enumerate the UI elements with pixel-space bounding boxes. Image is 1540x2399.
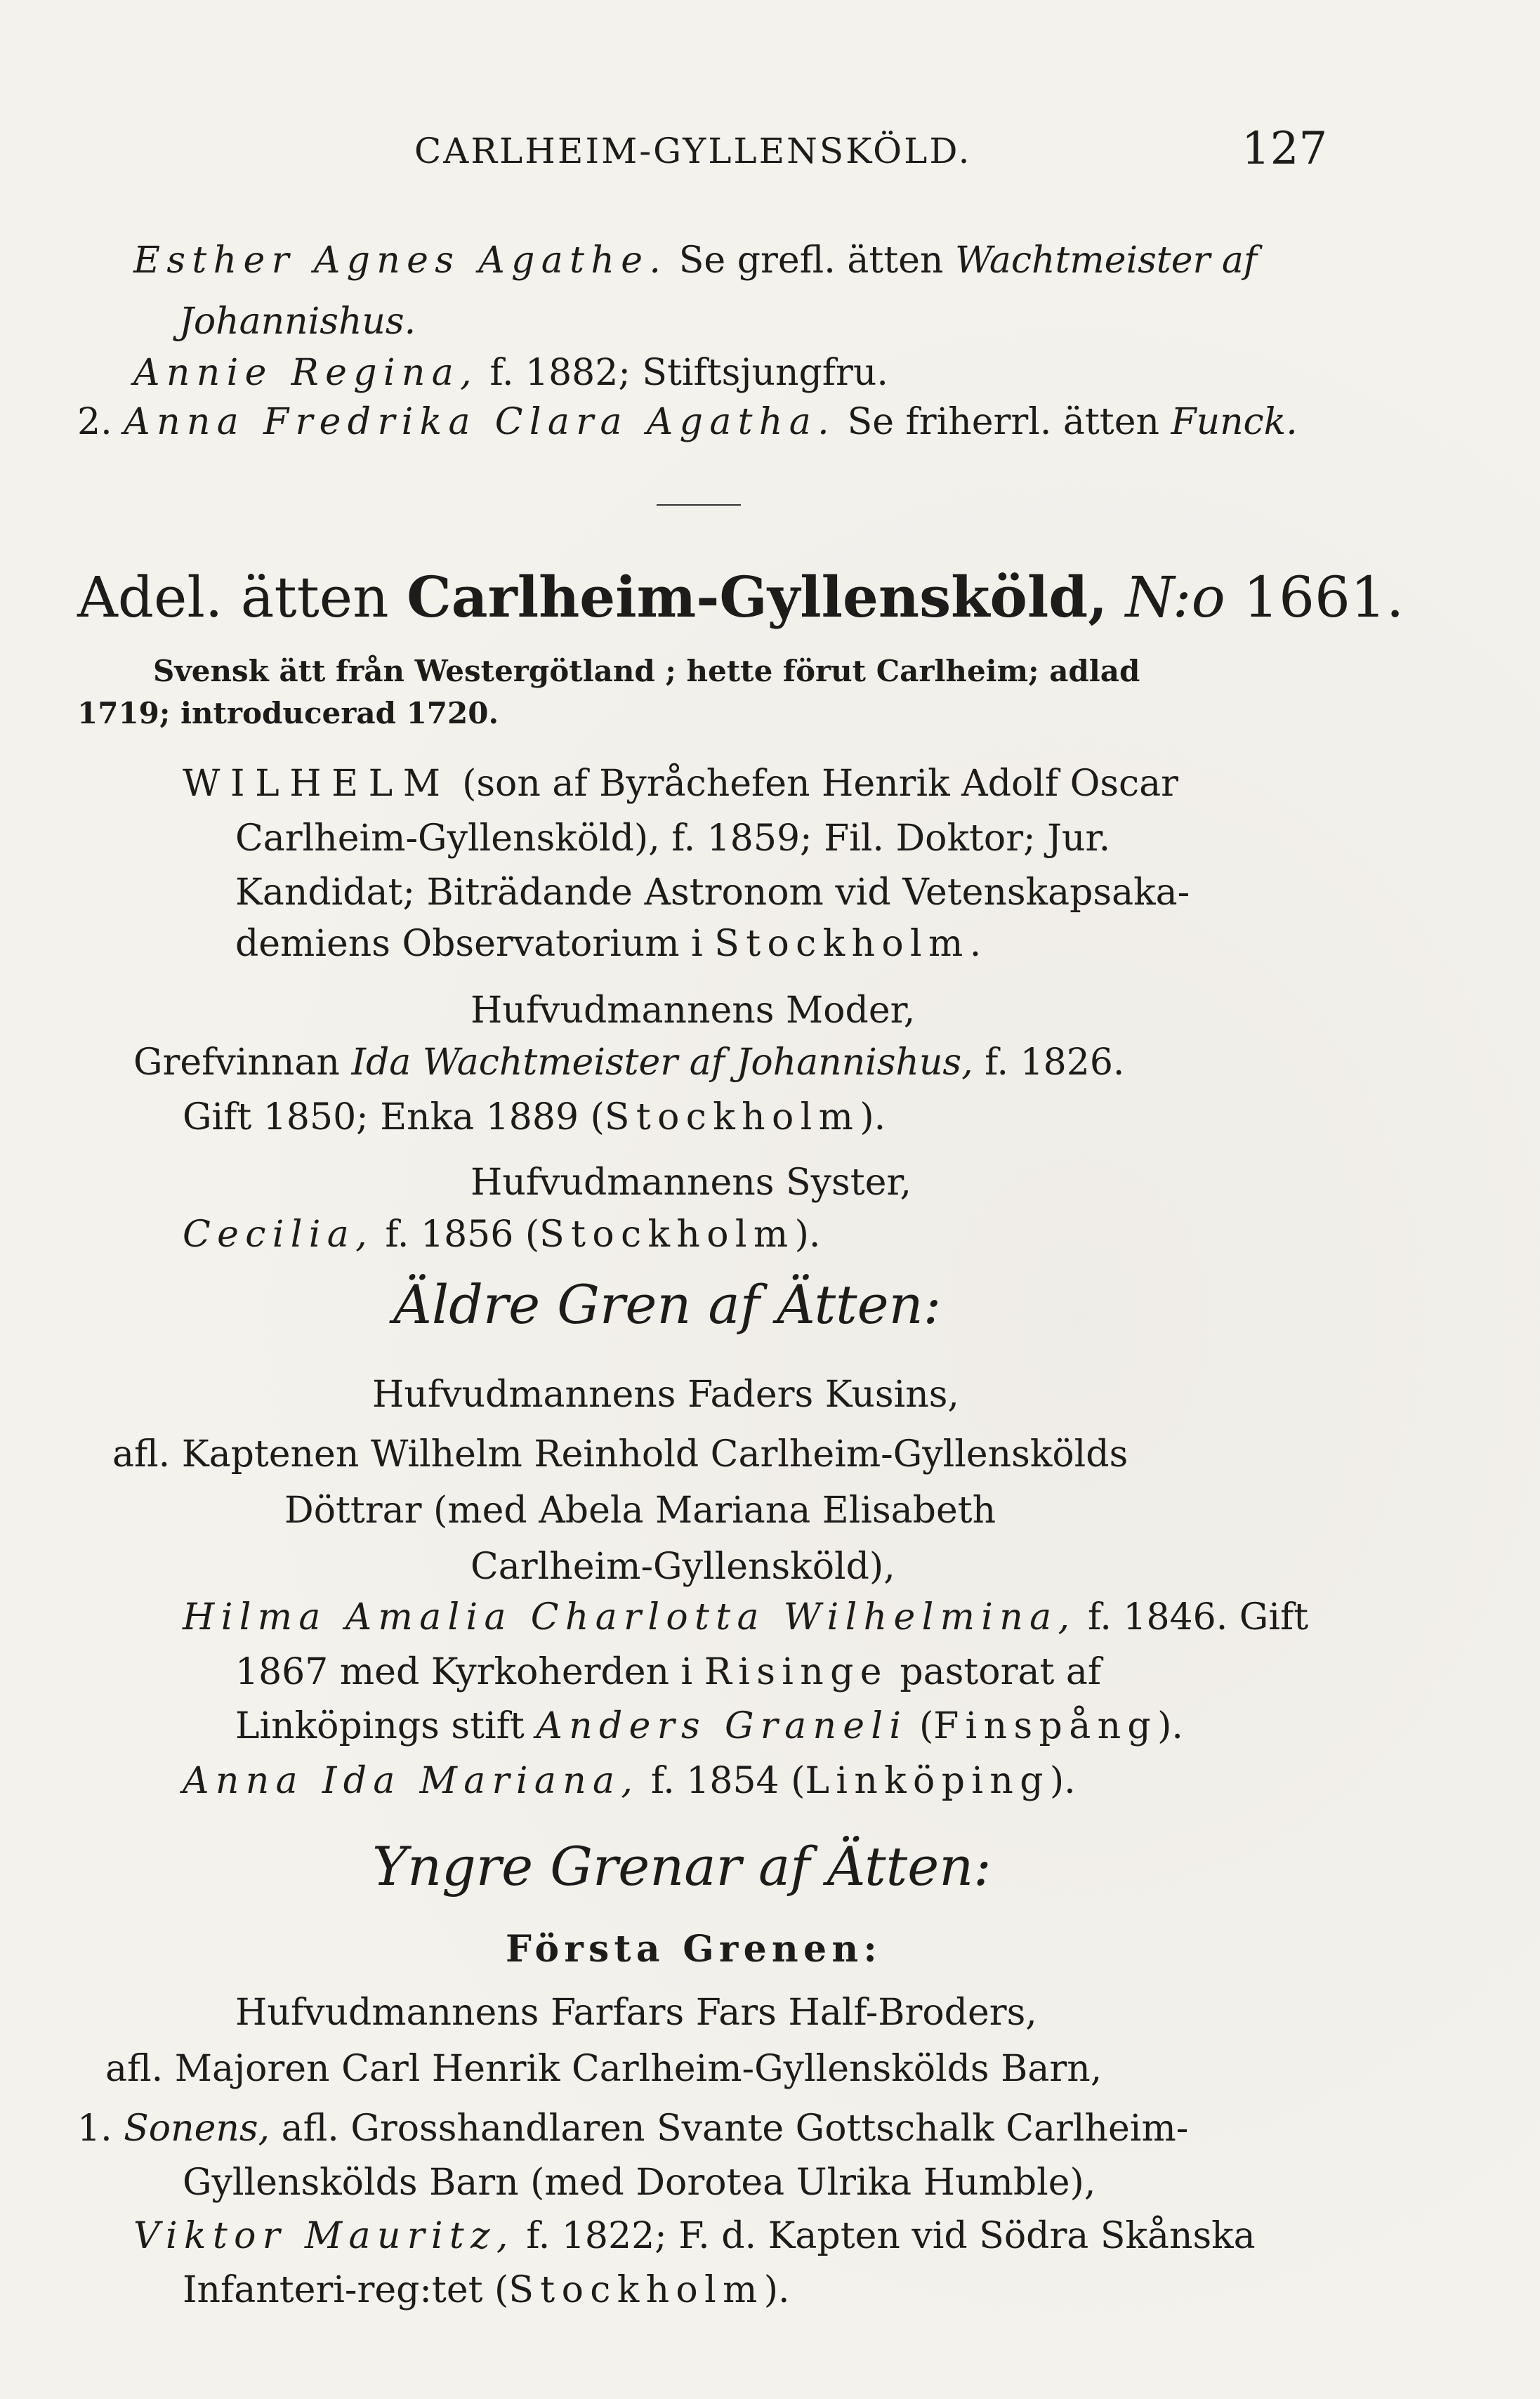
head-name: WILHELM	[183, 763, 451, 805]
wilhelm-line-1: WILHELM (son af Byråchefen Henrik Adolf Oscar	[183, 763, 1179, 805]
entry-esther: Esther Agnes Agathe. Se grefl. ätten Wachtmeister af	[133, 239, 1258, 282]
section-divider	[657, 504, 741, 506]
moder-line-1: Grefvinnan Ida Wachtmeister af Johannishus, f. 1826.	[133, 1041, 1125, 1084]
syster-line: Cecilia, f. 1856 (Stockholm).	[183, 1214, 821, 1256]
anna-ida-line: Anna Ida Mariana, f. 1854 (Linköping).	[183, 1760, 1076, 1802]
yngre-line-6: Infanteri-reg:tet (Stockholm).	[183, 2269, 790, 2311]
person-name: Hilma Amalia Charlotta Wilhelmina,	[183, 1596, 1077, 1638]
forsta-grenen-heading: Första Grenen:	[506, 1928, 882, 1971]
hilma-line-2: 1867 med Kyrkoherden i Risinge pastorat af	[235, 1651, 1102, 1693]
entry-esther-cont: Johannishus.	[179, 301, 416, 343]
person-name: Annie Regina,	[133, 352, 479, 394]
running-title: CARLHEIM-GYLLENSKÖLD.	[414, 131, 972, 171]
person-name: Ida Wachtmeister af Johannishus,	[351, 1041, 973, 1084]
aldre-gren-heading: Äldre Gren af Ätten:	[393, 1273, 942, 1336]
entry-annie: Annie Regina, f. 1882; Stiftsjungfru.	[133, 352, 888, 394]
hilma-line-1: Hilma Amalia Charlotta Wilhelmina, f. 1846. Gift	[183, 1596, 1309, 1638]
person-name: Esther Agnes Agathe.	[133, 239, 668, 282]
aldre-line-3: Döttrar (med Abela Mariana Elisabeth	[284, 1490, 996, 1532]
yngre-line-1: Hufvudmannens Farfars Fars Half-Broders,	[235, 1992, 1037, 2034]
yngre-line-3: 1. Sonens, afl. Grosshandlaren Svante Gottschalk Carlheim-	[77, 2108, 1189, 2150]
aldre-line-2: afl. Kaptenen Wilhelm Reinhold Carlheim-Gyllenskölds	[112, 1433, 1128, 1475]
page-number: 127	[1242, 123, 1328, 175]
aldre-line-1: Hufvudmannens Faders Kusins,	[372, 1374, 959, 1416]
intro-line-2: 1719; introducerad 1720.	[77, 696, 499, 730]
person-name: Anna Fredrika Clara Agatha.	[124, 401, 836, 443]
wilhelm-line-2: Carlheim-Gyllensköld), f. 1859; Fil. Doktor; Jur.	[235, 817, 1111, 860]
person-name: Anna Ida Mariana,	[183, 1760, 640, 1802]
yngre-line-2: afl. Majoren Carl Henrik Carlheim-Gyllenskölds Barn,	[105, 2048, 1103, 2090]
yngre-line-4: Gyllenskölds Barn (med Dorotea Ulrika Humble),	[183, 2162, 1096, 2204]
intro-line-1: Svensk ätt från Westergötland ; hette förut Carlheim; adlad	[153, 654, 1140, 688]
entry-anna-fredrika: 2. Anna Fredrika Clara Agatha. Se friherrl. ätten Funck.	[77, 401, 1298, 443]
moder-heading: Hufvudmannens Moder,	[470, 990, 916, 1032]
person-name: Viktor Mauritz,	[133, 2215, 515, 2257]
syster-heading: Hufvudmannens Syster,	[470, 1162, 912, 1204]
hilma-line-3: Linköpings stift Anders Graneli (Finspång).	[235, 1705, 1183, 1747]
family-title: Adel. ätten Carlheim-Gyllensköld, N:o 1661.	[77, 564, 1404, 630]
wilhelm-line-3: Kandidat; Biträdande Astronom vid Vetenskapsaka-	[235, 872, 1190, 914]
moder-line-2: Gift 1850; Enka 1889 (Stockholm).	[183, 1096, 886, 1138]
yngre-grenar-heading: Yngre Grenar af Ätten:	[372, 1835, 992, 1898]
viktor-line: Viktor Mauritz, f. 1822; F. d. Kapten vid Södra Skånska	[133, 2215, 1256, 2257]
aldre-line-4: Carlheim-Gyllensköld),	[470, 1546, 895, 1588]
person-name: Cecilia,	[183, 1214, 374, 1256]
wilhelm-line-4: demiens Observatorium i Stockholm.	[235, 923, 988, 965]
